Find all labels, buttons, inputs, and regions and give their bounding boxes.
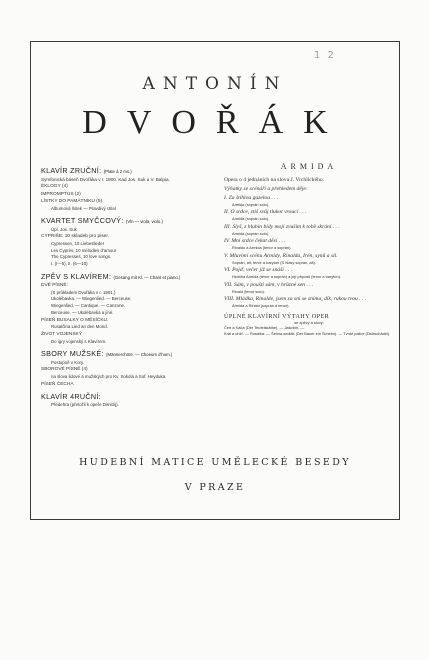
catalog-line: SBOROVÉ PÍSNĚ (4) <box>41 367 88 373</box>
excerpt-title: III. Slyš, z hlubin bídy mojí zvuším k tobě skrání . . . <box>224 223 340 230</box>
catalog-line: DVĚ PÍSNĚ: <box>41 283 68 289</box>
excerpt-title: VII. Sám, v poušti sám, v hrůzné sen . . . <box>224 281 314 288</box>
section-title: SBORY MUŽSKÉ: <box>41 349 104 359</box>
catalog-line: (S průkladem Dvořáka v r. 1901.) <box>51 289 116 295</box>
vocal-scores-sub: se zpěvy a slovy: <box>294 319 324 325</box>
excerpt-cast: Rinald (tenor solo). <box>232 288 265 294</box>
section-title: KVARTET SMYČCOVÝ: <box>41 216 124 226</box>
catalog-left-column <box>41 162 219 409</box>
section-heading <box>41 271 219 282</box>
title-page-frame <box>30 41 400 520</box>
catalog-line: PÍSEŇ BUSALKY O MĚSÍČKU. <box>41 317 109 323</box>
excerpt-cast: Armida a Rinald (soprán a tenor). <box>232 303 290 309</box>
vocal-scores-line: Čert a Káča (Der Teufelskäthe). — Jakobín. — <box>224 325 305 331</box>
section-heading <box>41 348 219 359</box>
excerpt-cast: Rinaldo a Armida (tenor a soprán). <box>232 245 292 251</box>
catalog-line: Wiegenlied. — Cantique. — Canzone. <box>51 303 126 309</box>
excerpt-title: IV. Mní srdce čekat děsí . . . <box>224 238 286 245</box>
opera-intro: Opera o 4 jednáních na slova J. Vrchlického. <box>224 177 325 183</box>
section-title: ZPĚV S KLAVÍREM: <box>41 272 112 282</box>
excerpt-title: VIII. Mládka, Rinalde, jsem za sní se sníma, dík, rukou tvou . . . <box>224 296 367 303</box>
excerpt-title: II. O srdce, ztiš svůj tlukot vroucí . . . <box>224 209 307 216</box>
section-title: KLAVÍR ZRUČNÍ: <box>41 166 102 175</box>
excerpt-title: V. Mluvimí scénu Armidy, Rinalda, Irén, synů a sil. <box>224 252 338 259</box>
pencil-note: 1 2 <box>314 50 336 61</box>
catalog-line: Úpl. Jos. Suk <box>51 226 77 232</box>
catalog-line: na slova lidové a mužských pro Kv. Sokola a Sof. Heyduka. <box>51 373 167 379</box>
excerpt-cast: Armida (soprán solo). <box>232 201 270 207</box>
catalog-line: ŽIVOT VOJENSKÝ <box>41 332 82 338</box>
opera-title: ARMIDA <box>280 162 338 171</box>
excerpt-cast: Armida (soprán solo). <box>232 216 270 222</box>
catalog-line: Do igry vojenský s Klavírem. <box>51 338 107 344</box>
section-heading <box>41 215 219 226</box>
section-subtitle: (Gesang mit Kl. — Chant et piano.) <box>113 275 181 281</box>
catalog-line: Rusalčina Lied an den Mond. <box>51 324 108 330</box>
catalog-line: CYPRIŠE: 10 skladeb pro piser. <box>41 234 109 240</box>
excerpts-heading: Výňatky se scénáři a přehledem děje: <box>224 185 308 192</box>
section-heading <box>41 391 219 402</box>
composer-surname: DVOŘÁK <box>82 104 348 141</box>
catalog-line: The Cypresses, 10 love songs. <box>51 254 112 260</box>
excerpt-title: I. Za štíhlou gazelou . . . <box>224 194 279 201</box>
catalog-line: Symfonická báseň Dvořáka v r. 1900. Kad Jos. Suk a V. Balpia. <box>41 177 170 183</box>
catalog-line: IMPROMPTUS (2) <box>41 191 81 197</box>
catalog-line: Ukolébavka. — Wiegenlied. — Berceuse. <box>51 296 132 302</box>
excerpt-title: VI. Pojď, večer již se snáší . . . <box>224 267 293 274</box>
excerpt-cast: Soprán, alt, tenor a baryton (S hlasy soprán, alt). <box>232 259 316 265</box>
section-title: KLAVÍR 4RUČNÍ: <box>41 392 101 402</box>
catalog-line: ÉKLOGY (4) <box>41 184 68 190</box>
publisher-name: HUDEBNÍ MATICE UMĚLECKÉ BESEDY <box>79 457 351 468</box>
vocal-scores-heading: ÚPLNÉ KLAVÍRNÍ VÝTAHY OPER <box>224 312 330 320</box>
section-subtitle: (Vln — viola, violo.) <box>125 219 163 225</box>
section-subtitle: (Plate à 2 ms.) <box>103 169 132 174</box>
section-heading <box>41 165 219 176</box>
excerpt-cast: Hlubiňa Armida (tenor a soprán) a její příposli (tenor a baryton). <box>232 274 341 280</box>
publisher-city: V PRAZE <box>184 482 246 493</box>
catalog-line: I. (I—5), II. (6—10) <box>51 261 88 267</box>
composer-first-name: ANTONÍN <box>142 74 288 94</box>
catalog-line: Albumová lístek — Pravdivý ctitel <box>51 205 116 211</box>
catalog-line: Les Cyprès, 10 mélodies d'amour <box>51 247 117 253</box>
vocal-scores-line: Král a uhlíř. — Rusalka. — Šelma sedlák (Der Bauer ein Schelm). — Tvrdé palice (Dickschädel). <box>224 330 391 336</box>
section-subtitle: (Männerchöre. — Choeurs d'hom.) <box>106 352 173 358</box>
catalog-line: Cypressen, 10 Liebeslieder <box>51 240 105 246</box>
catalog-line: LÍSTKY DO PAMÁTNÍKU (5) <box>41 199 103 205</box>
catalog-line: Berceuse. — Ukolébavka a jiné. <box>51 310 114 316</box>
catalog-line: Postupně v Kory. <box>51 359 85 365</box>
excerpt-cast: Armida (soprán solo). <box>232 230 270 236</box>
catalog-line: Předehra (přeložil k opeře Dimitrij). <box>51 402 119 408</box>
armida-right-column <box>224 162 394 337</box>
catalog-line: PÍSEŇ ČECHA <box>41 381 74 387</box>
